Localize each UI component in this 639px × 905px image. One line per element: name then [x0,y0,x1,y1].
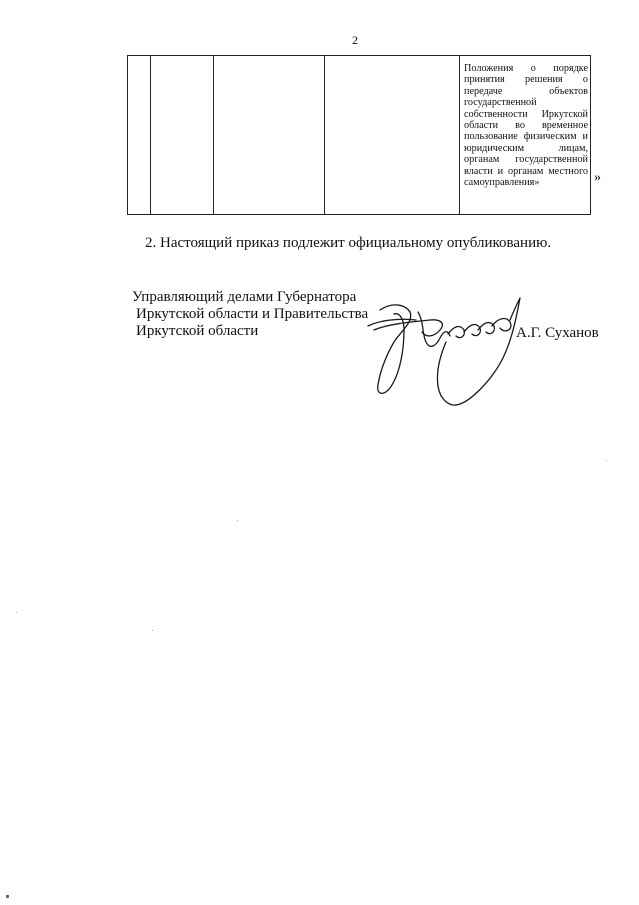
scan-speck [606,460,607,461]
table-column-divider [459,56,460,214]
table-column-divider [213,56,214,214]
closing-quote: » [594,170,601,185]
table-column-divider [150,56,151,214]
signatory-line: Иркутской области и Правительства [136,306,369,322]
scan-speck [152,630,153,631]
scan-speck [237,520,238,521]
signatory-position [132,289,368,340]
handwritten-signature [360,290,530,415]
clause-text: 2. Настоящий приказ подлежит официальному опубликованию. [145,235,552,251]
signatory-line: Иркутской области [136,323,259,339]
signer-name: А.Г. Суханов [516,325,599,341]
scan-speck [16,612,17,613]
table-cell-text: Положения о порядке принятия решения о передаче объектов государственной собственности Иркутской области во временное пользование физическим и юридическим лицам, органам государственной власти и органам местного самоуправления» [464,63,588,189]
table-column-divider [324,56,325,214]
signatory-line: Управляющий делами Губернатора [132,289,357,305]
page-number: 2 [352,33,358,47]
scan-speck [6,895,9,898]
table-fragment [127,55,591,215]
